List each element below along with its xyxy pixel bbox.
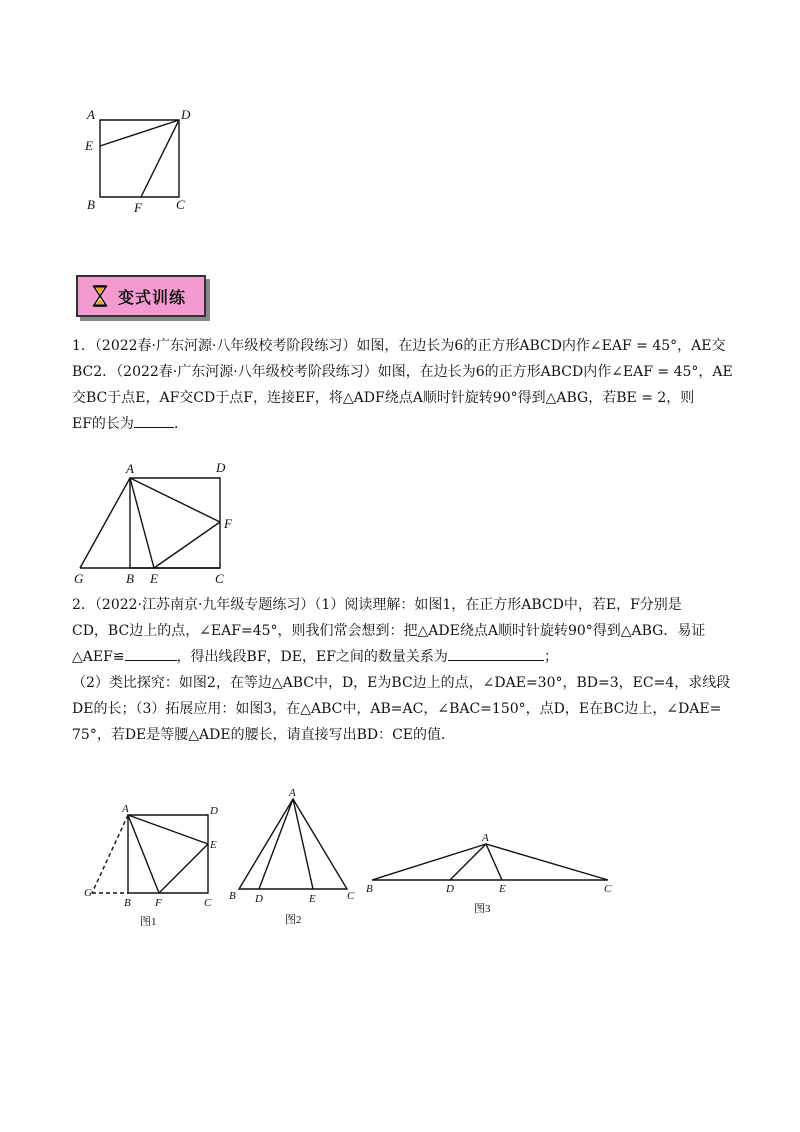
label-c: C [204, 897, 212, 909]
label-c: C [176, 197, 185, 212]
segment-ef [159, 844, 208, 893]
label-c: C [604, 883, 612, 895]
figure-square-top [80, 105, 200, 215]
label-a: A [289, 787, 296, 799]
label-e: E [210, 839, 217, 851]
q2-line-3-c: ； [543, 649, 558, 665]
square-abcd-q1 [130, 478, 220, 568]
q2-line-2: CD，BC边上的点，∠EAF=45°，则我们常会想到：把△ADE绕点A顺时针旋转90°得到△ABG．易证 [72, 623, 706, 639]
triangle-abc-fig3 [372, 844, 608, 880]
q1-line-4-end: ． [173, 416, 188, 432]
segment-de [100, 120, 179, 146]
question-2 [72, 592, 742, 748]
q1-line-3: 交BC于点E，AF交CD于点F，连接EF，将△ADF绕点A顺时针旋转90°得到△ABG，若BE = 2，则 [72, 390, 695, 406]
label-d: D [216, 460, 226, 475]
label-b: B [229, 890, 236, 902]
label-e: E [150, 571, 158, 586]
q1-line-2: BC2．（2022春·广东河源·八年级校考阶段练习）如图，在边长为6的正方形ABCD内作∠EAF = 45°，AE [72, 364, 733, 380]
q2-line-5: DE的长；（3）拓展应用：如图3，在△ABC中，AB=AC，∠BAC=150°，点D，E在BC边上，∠DAE= [72, 701, 722, 717]
q2-line-3 [72, 644, 742, 670]
segment-ae [293, 799, 313, 889]
q2-line-1: 2．（2022·江苏南京·九年级专题练习）（1）阅读理解：如图1，在正方形ABCD中，若E，F分别是 [72, 597, 682, 613]
label-e: E [309, 893, 316, 905]
segment-ae [128, 815, 208, 844]
segment-df [141, 120, 179, 197]
figure-2-caption: 图2 [285, 914, 302, 926]
q2-line-4: （2）类比探究：如图2，在等边△ABC中，D，E为BC边上的点，∠DAE=30°，BD=3，EC=4，求线段 [72, 675, 731, 691]
q2-line-6: 75°，若DE是等腰△ADE的腰长，请直接写出BD：CE的值． [72, 727, 456, 743]
figure-1-caption: 图1 [140, 916, 157, 928]
label-a: A [482, 832, 489, 844]
label-e: E [499, 883, 506, 895]
question-1 [72, 333, 742, 437]
figure-2 [225, 785, 365, 930]
segment-ag [80, 478, 130, 568]
figure-3-caption: 图3 [474, 903, 491, 915]
label-b: B [87, 197, 95, 212]
triangle-abc-fig2 [239, 799, 347, 889]
label-g: G [74, 571, 84, 586]
q2-line-3-a: △AEF≌ [72, 649, 125, 665]
segment-ae [486, 844, 502, 880]
segment-ae [130, 478, 154, 568]
section-banner [76, 275, 206, 317]
section-title: 变式训练 [118, 287, 187, 307]
label-b: B [126, 571, 134, 586]
label-f: F [224, 516, 232, 531]
label-b: B [124, 897, 131, 909]
square-abcd-fig1 [128, 815, 208, 893]
label-a: A [126, 461, 134, 476]
segment-af [128, 815, 159, 893]
q1-line-4-text: EF的长为 [72, 416, 134, 432]
hourglass-icon [92, 285, 108, 307]
figure-q1 [70, 458, 245, 588]
answer-blank-relation[interactable] [448, 646, 544, 661]
figure-3 [360, 830, 625, 920]
label-e: E [85, 138, 93, 153]
segment-af [130, 478, 220, 522]
label-d: D [446, 883, 454, 895]
label-c: C [215, 571, 224, 586]
q1-line-1: 1．（2022春·广东河源·八年级校考阶段练习）如图，在边长为6的正方形ABCD内作∠EAF = 45°，AE交 [72, 338, 726, 354]
label-g: G [84, 887, 92, 899]
label-a: A [122, 803, 129, 815]
square-abcd [100, 120, 179, 197]
figure-1 [82, 800, 232, 930]
label-c: C [347, 890, 355, 902]
label-d: D [210, 805, 218, 817]
label-b: B [366, 883, 373, 895]
label-d: D [181, 107, 191, 122]
answer-blank-congruent[interactable] [125, 646, 177, 661]
label-a: A [87, 107, 95, 122]
segment-ag [92, 815, 128, 893]
label-d: D [255, 893, 263, 905]
segment-ef [154, 522, 220, 568]
segment-ad [259, 799, 293, 889]
q2-line-3-b: ，得出线段BF，DE，EF之间的数量关系为 [176, 649, 448, 665]
answer-blank-ef[interactable] [134, 413, 174, 428]
q1-line-4 [72, 411, 742, 437]
label-f: F [134, 200, 142, 215]
label-f: F [155, 897, 162, 909]
